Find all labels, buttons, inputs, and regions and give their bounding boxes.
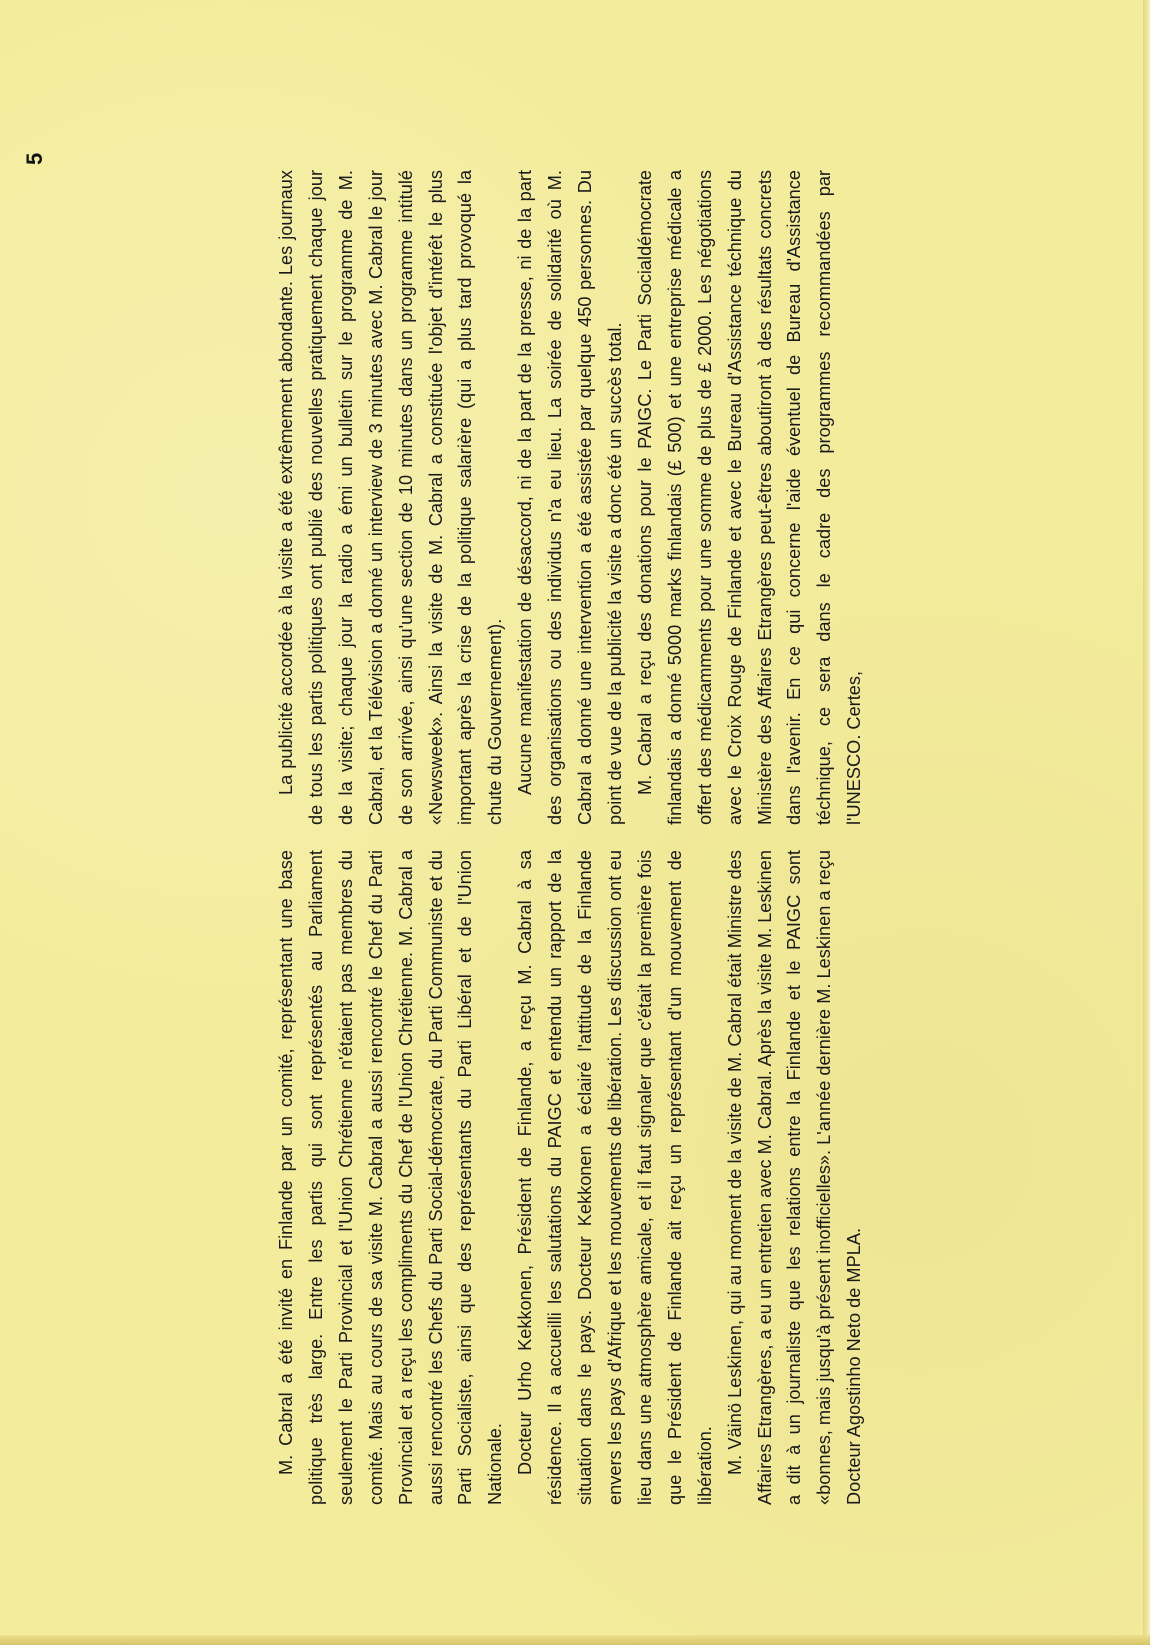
- paragraph: M. Väinö Leskinen, qui au moment de la visite de M. Cabral était Ministre des Affaires Etrangères, a eu un entretien avec M. Cabral. Après la visite M. Leskinen a dit à un journaliste que les relations entre la Finlande et le PAIGC sont «bonnes, mais jusqu'à présent inofficielles». L'année dernière M. Leskinen a reçu Docteur Agostinho Neto de MPLA.: [724, 850, 865, 1505]
- paragraph: M. Cabral a reçu des donations pour le PAIGC. Le Parti Socialdémocrate finlandais a donné 5000 marks finlandais (£ 500) et une entreprise médicale a offert des médicamments pour une somme de plus de £ 2000. Les négotiations avec le Croix Rouge de Finlande et avec le Bureau d'Assistance téchnique du Ministère des Affaires Etrangères peut-êtres aboutiront à des résultats concrets dans l'avenir. En ce qui concerne l'aide éventuel de Bureau d'Assistance téchnique, ce sera dans le cadre des programmes recommandées par l'UNESCO. Certes,: [634, 170, 865, 825]
- paragraph: La publicité accordée à la visite a été extrêmement abondante. Les journaux de tous les partis politiques ont publié des nouvelles pratiquement chaque jour de la visite; chaque jour la radio a émi un bulletin sur le programme de M. Cabral, et la Télévision a donné un interview de 3 minutes avec M. Cabral le jour de son arrivée, ainsi qu'une section de 10 minutes dans un programme intitulé «Newsweek». Ainsi la visite de M. Cabral a constituée l'objet d'intérêt le plus important après la crise de la politique salarière (qui a plus tard provoqué la chute du Gouvernement).: [276, 170, 506, 825]
- paragraph: Docteur Urho Kekkonen, Président de Finlande, a reçu M. Cabral à sa résidence. Il a accueilli les salutations du PAIGC et entendu un rapport de la situation dans le pays. Docteur Kekkonen a éclairé l'attitude de la Finlande envers les pays d'Afrique et les mouvements de libération. Les discussion ont eu lieu dans une atmosphère amicale, et il faut signaler que c'était la première fois que le Président de Finlande ait reçu un représentant d'un mouvement de libération.: [515, 850, 715, 1505]
- paragraph: M. Cabral a été invité en Finlande par un comité, représentant une base politique très large. Entre les partis qui sont représentés au Parliament seulement le Parti Provincial et l'Union Chrétienne n'étaient pas membres du comité. Mais au cours de sa visite M. Cabral a aussi rencontré le Chef du Parti Provincial et a reçu les compliments du Chef de l'Union Chrétienne. M. Cabral a aussi rencontré les Chefs du Parti Social-démocrate, du Parti Communiste et du Parti Socialiste, ainsi que des représentants du Parti Libéral et de l'Union Nationale.: [276, 850, 506, 1505]
- right-text-column: [272, 170, 870, 825]
- paragraph: Aucune manifestation de désaccord, ni de la part de la presse, ni de la part des organisations ou des individus n'a eu lieu. La soirée de solidarité où M. Cabral a donné une intervention a été assistée par quelque 450 personnes. Du point de vue de la publicité la visite a donc été un succès total.: [515, 170, 625, 825]
- page-number: 5: [22, 152, 47, 165]
- left-text-column: [272, 850, 870, 1505]
